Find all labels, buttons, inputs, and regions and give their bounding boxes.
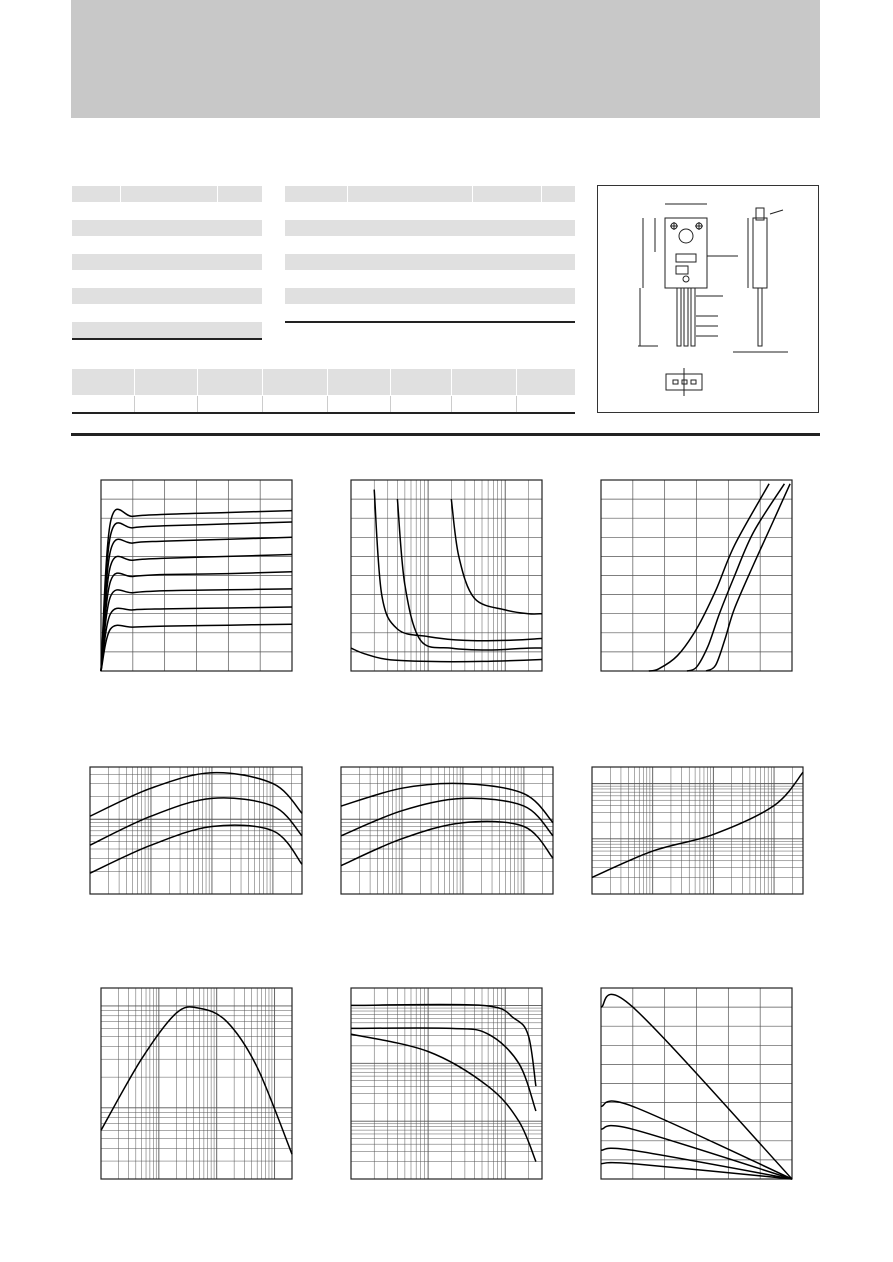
chart-grid	[341, 767, 553, 894]
chart-6	[592, 767, 803, 894]
chart-9	[601, 988, 792, 1179]
chart-2	[351, 480, 542, 671]
chart-8-wrapper	[351, 988, 542, 1179]
series-line-c4	[351, 648, 542, 662]
chart-8	[351, 988, 542, 1179]
chart-4	[90, 767, 302, 894]
chart-grid	[101, 988, 292, 1179]
table-row	[285, 288, 575, 305]
chart-9-wrapper	[601, 988, 792, 1179]
chart-6-wrapper	[592, 767, 803, 894]
chart-grid	[592, 767, 803, 894]
table-row	[72, 254, 262, 271]
series-line-c2	[687, 484, 784, 671]
chart-7-wrapper	[101, 988, 292, 1179]
series-line-c1	[351, 1004, 536, 1086]
chart-3	[601, 480, 792, 671]
ratings-table	[72, 186, 262, 340]
chart-grid	[101, 480, 292, 671]
table-row	[72, 220, 262, 237]
table-row	[285, 237, 575, 254]
plot-frame	[351, 988, 542, 1179]
chart-grid	[351, 988, 542, 1179]
chart-4-wrapper	[90, 767, 302, 894]
table-header-row	[72, 186, 262, 203]
table-header-row	[72, 369, 575, 396]
series-line-c1	[374, 490, 542, 641]
series-line-c1	[101, 1007, 292, 1154]
series-line-c3	[706, 484, 790, 671]
table-row	[285, 254, 575, 271]
table-row	[72, 396, 575, 414]
chart-1-wrapper	[101, 480, 292, 671]
package-outline-box	[597, 185, 819, 413]
table-row	[285, 271, 575, 288]
chart-5-wrapper	[341, 767, 553, 894]
section-divider	[71, 433, 820, 436]
classification-table	[72, 369, 575, 414]
table-row	[72, 203, 262, 220]
table-row	[72, 305, 262, 322]
series-line-c2	[351, 1028, 536, 1111]
table-row	[72, 237, 262, 254]
series-line-c3	[351, 1034, 536, 1162]
plot-frame	[101, 988, 292, 1179]
table-header-row	[285, 186, 575, 203]
table-row	[285, 203, 575, 220]
table-row	[285, 305, 575, 323]
series-line-c2	[397, 499, 542, 650]
table-row	[285, 220, 575, 237]
table-row	[72, 322, 262, 340]
characteristics-table	[285, 186, 575, 323]
to-220-package-outline-icon	[598, 186, 820, 414]
chart-7	[101, 988, 292, 1179]
table-row	[72, 271, 262, 288]
chart-3-wrapper	[601, 480, 792, 671]
title-banner	[71, 0, 820, 118]
chart-grid	[601, 480, 792, 671]
chart-2-wrapper	[351, 480, 542, 671]
chart-5	[341, 767, 553, 894]
chart-1	[101, 480, 292, 671]
table-row	[72, 288, 262, 305]
